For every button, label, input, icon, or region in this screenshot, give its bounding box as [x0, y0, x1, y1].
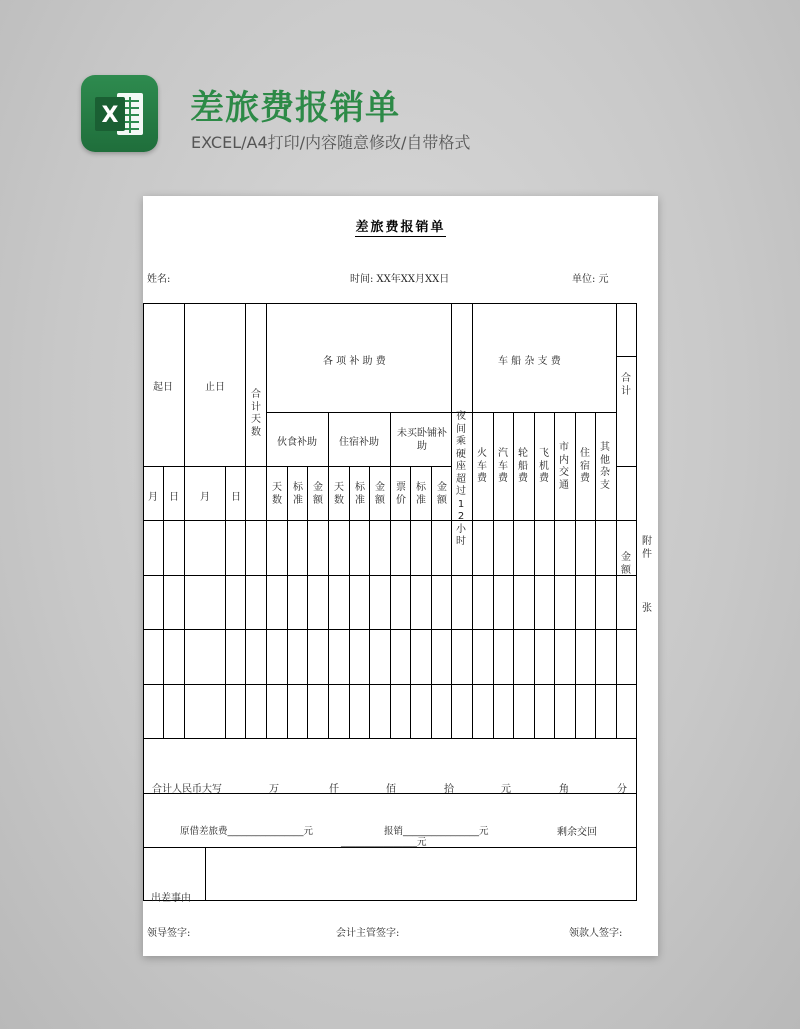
- sub-night-seat: 夜间乘硬座超过12小时: [456, 411, 466, 547]
- total-amount: 金额: [621, 552, 631, 576]
- tr-local: 市内交通: [559, 442, 569, 491]
- tr-plane: 飞机费: [539, 448, 549, 484]
- page-subtitle: EXCEL/A4打印/内容随意修改/自带格式: [191, 133, 471, 152]
- end-month: 月: [200, 492, 210, 503]
- form-title: 差旅费报销单: [355, 220, 446, 235]
- col-subsidy: 各 项 补 助 费: [323, 356, 386, 367]
- sub-meal: 伙食补助: [277, 437, 317, 448]
- time-label: 时间: XX年XX月XX日: [350, 274, 450, 285]
- lodging-amount: 金额: [375, 482, 385, 506]
- remaining-label: 剩余交回: [557, 827, 597, 838]
- sleeper-amount: 金额: [437, 482, 447, 506]
- meal-standard: 标准: [293, 482, 303, 506]
- tr-train: 火车费: [477, 448, 487, 484]
- excel-logo-icon: [81, 75, 158, 152]
- unit-yuan: 元: [501, 784, 511, 795]
- col-total-days: 合计天数: [251, 389, 261, 438]
- col-total: 合计: [621, 373, 631, 397]
- attachment-label: 附件: [642, 536, 652, 560]
- col-transport: 车 船 杂 支 费: [498, 356, 561, 367]
- total-rmb-label: 合计人民币大写: [152, 784, 222, 795]
- meal-amount: 金额: [313, 482, 323, 506]
- unit-jiao: 角: [559, 784, 569, 795]
- sign-receiver: 领款人签字:: [569, 928, 623, 939]
- meal-days: 天数: [272, 482, 282, 506]
- tr-other: 其他杂支: [600, 442, 610, 491]
- advance-field[interactable]: 原借差旅费________________元: [180, 826, 314, 837]
- sign-accountant: 会计主管签字:: [336, 928, 400, 939]
- unit-label: 单位: 元: [572, 274, 609, 285]
- unit-wan: 万: [269, 784, 279, 795]
- lodging-days: 天数: [334, 482, 344, 506]
- lodging-standard: 标准: [355, 482, 365, 506]
- unit-bai: 佰: [386, 784, 396, 795]
- start-day: 日: [169, 492, 179, 503]
- tr-ship: 轮船费: [518, 448, 528, 484]
- sleeper-ticket: 票价: [396, 482, 406, 506]
- sub-sleeper: 未买卧铺补助: [397, 428, 447, 452]
- form-sheet: [143, 196, 658, 956]
- unit-fen: 分: [617, 784, 627, 795]
- unit-qian: 仟: [329, 784, 339, 795]
- col-end-date: 止日: [205, 382, 225, 393]
- name-label: 姓名:: [147, 274, 171, 285]
- start-month: 月: [148, 492, 158, 503]
- sub-lodging: 住宿补助: [339, 437, 379, 448]
- svg-text:X: X: [101, 103, 119, 128]
- remaining-field[interactable]: ________________元: [341, 837, 427, 848]
- unit-shi: 拾: [444, 784, 454, 795]
- col-start-date: 起日: [153, 382, 173, 393]
- page-title: 差旅费报销单: [190, 88, 400, 128]
- trip-reason-label: 出差事由: [151, 893, 191, 904]
- sheet-label: 张: [642, 603, 652, 614]
- sleeper-standard: 标准: [416, 482, 426, 506]
- sign-leader: 领导签字:: [147, 928, 191, 939]
- reimburse-field[interactable]: 报销________________元: [384, 826, 489, 837]
- tr-hotel: 住宿费: [580, 448, 590, 484]
- end-day: 日: [231, 492, 241, 503]
- trip-reason-field[interactable]: [206, 848, 636, 900]
- tr-bus: 汽车费: [498, 448, 508, 484]
